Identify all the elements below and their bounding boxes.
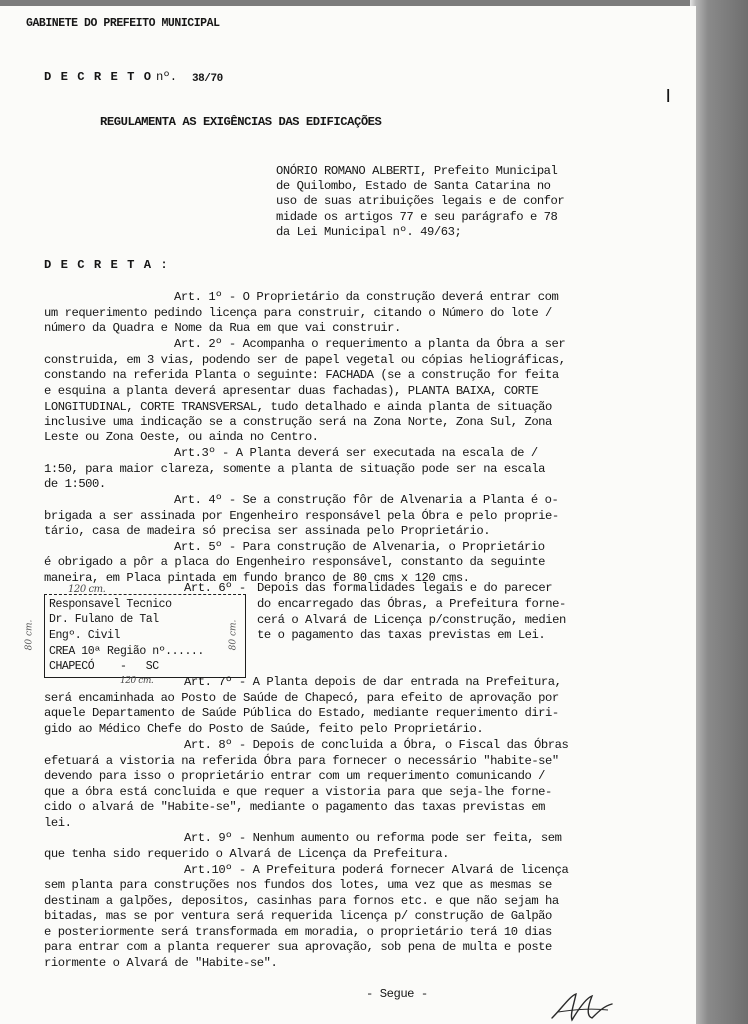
art7-line: será encaminhada ao Posto de Saúde de Chapecó, para efeito de aprovação por bbox=[44, 691, 559, 705]
decree-number: 38/70 bbox=[192, 73, 223, 85]
art1-line: Art. 1º - O Proprietário da construção deverá entrar com bbox=[174, 290, 559, 304]
art8-line: cido o alvará de "Habite-se", mediante o pagamento das taxas previstas em bbox=[44, 800, 546, 814]
decree-subject: REGULAMENTA AS EXIGÊNCIAS DAS EDIFICAÇÕES bbox=[100, 115, 382, 129]
margin-mark: | bbox=[664, 88, 673, 104]
scan-edge-shadow bbox=[690, 0, 748, 1024]
art10-line: bitadas, mas se por ventura será requerida licença p/ construção de Galpão bbox=[44, 909, 552, 923]
art6-line: cerá o Alvará de Licença p/construção, medien bbox=[257, 613, 566, 627]
continued-marker: - Segue - bbox=[366, 987, 428, 1001]
placa-line: Engº. Civil bbox=[49, 629, 120, 642]
art8-line: efetuará a vistoria na referida Óbra para fornecer o necessário "habite-se" bbox=[44, 754, 559, 768]
decree-word: D E C R E T O bbox=[44, 70, 153, 84]
art6-label: Art. 6º - bbox=[184, 581, 246, 595]
art9-line: que tenha sido requerido o Alvará de Licença da Prefeitura. bbox=[44, 847, 449, 861]
art3-line: de 1:500. bbox=[44, 477, 106, 491]
decree-number-label: nº. bbox=[156, 70, 177, 84]
art6-line: do encarregado das Óbras, a Prefeitura forne- bbox=[257, 597, 566, 611]
art2-line: e esquina a planta deverá apresentar duas fachadas), PLANTA BAIXA, CORTE bbox=[44, 384, 539, 398]
art5-line: maneira, em Placa pintada em fundo branco de 80 cms x 120 cms. bbox=[44, 571, 470, 585]
art1-line: um requerimento pedindo licença para construir, citando o Número do lote / bbox=[44, 306, 552, 320]
art10-line: Art.10º - A Prefeitura poderá fornecer Alvará de licença bbox=[184, 863, 569, 877]
placa-height-note-left: 80 cm. bbox=[24, 619, 35, 651]
art9-line: Art. 9º - Nenhum aumento ou reforma pode ser feita, sem bbox=[184, 831, 562, 845]
document-page bbox=[0, 6, 696, 1024]
office-heading: GABINETE DO PREFEITO MUNICIPAL bbox=[26, 17, 220, 30]
preamble-line: de Quilombo, Estado de Santa Catarina no bbox=[276, 179, 551, 193]
art6-line: Depois das formalidades legais e do parecer bbox=[257, 581, 553, 595]
art5-line: Art. 5º - Para construção de Alvenaria, o Proprietário bbox=[174, 540, 545, 554]
art2-line: Art. 2º - Acompanha o requerimento a planta da Óbra a ser bbox=[174, 337, 566, 351]
placa-line: CHAPECÓ - SC bbox=[49, 660, 159, 673]
art8-line: devendo para isso o proprietário entrar com um requerimento comunicando / bbox=[44, 769, 546, 783]
engineer-sign-placard bbox=[44, 594, 246, 678]
art2-line: construida, em 3 vias, podendo ser de papel vegetal ou cópias heliográficas, bbox=[44, 353, 566, 367]
art2-line: LONGITUDINAL, CORTE TRANSVERSAL, tudo detalhado e ainda planta de situação bbox=[44, 400, 552, 414]
signature-mark bbox=[548, 988, 618, 1024]
art7-line: Art. 7º - A Planta depois de dar entrada na Prefeitura, bbox=[184, 675, 562, 689]
art3-line: 1:50, para maior clareza, somente a planta de situação pode ser na escala bbox=[44, 462, 546, 476]
art4-line: Art. 4º - Se a construção fôr de Alvenaria a Planta é o- bbox=[174, 493, 559, 507]
art8-line: lei. bbox=[44, 816, 72, 830]
placa-line: CREA 10ª Região nº...... bbox=[49, 645, 204, 658]
preamble-line: ONÓRIO ROMANO ALBERTI, Prefeito Municipal bbox=[276, 164, 558, 178]
art8-line: Art. 8º - Depois de concluida a Óbra, o Fiscal das Óbras bbox=[184, 738, 569, 752]
placa-height-note-right: 80 cm. bbox=[228, 619, 239, 651]
art10-line: riormente o Alvará de "Habite-se". bbox=[44, 956, 278, 970]
preamble-line: da Lei Municipal nº. 49/63; bbox=[276, 225, 462, 239]
art4-line: tário, casa de madeira só precisa ser assinada pelo Proprietário. bbox=[44, 524, 491, 538]
art6-line: te o pagamento das taxas previstas em Lei. bbox=[257, 628, 546, 642]
art2-line: Leste ou Zona Oeste, ou ainda no Centro. bbox=[44, 430, 319, 444]
placa-width-note: 120 cm. bbox=[68, 584, 106, 595]
art7-line: gido ao Médico Chefe do Posto de Saúde, feito pelo Proprietário. bbox=[44, 722, 484, 736]
art4-line: brigada a ser assinada por Engenheiro responsável pela Óbra e pelo proprie- bbox=[44, 509, 559, 523]
placa-line: Dr. Fulano de Tal bbox=[49, 613, 159, 626]
art3-line: Art.3º - A Planta deverá ser executada na escala de / bbox=[174, 446, 538, 460]
preamble-line: midade os artigos 77 e seu parágrafo e 78 bbox=[276, 210, 558, 224]
placa-line: Responsavel Tecnico bbox=[49, 598, 172, 611]
placa-bottom-note: 120 cm. bbox=[120, 676, 154, 686]
art10-line: destinam a galpões, depositos, casinhas para fornos etc. e que não sejam ha bbox=[44, 894, 559, 908]
art10-line: sem planta para construções nos fundos dos lotes, uma vez que as mesmas se bbox=[44, 878, 552, 892]
art2-line: constando na referida Planta o seguinte: FACHADA (se a construção for feita bbox=[44, 368, 559, 382]
art10-line: e posteriormente será transformada em moradia, o proprietário terá 10 dias bbox=[44, 925, 552, 939]
art8-line: que a óbra está concluida e que requer a vistoria para que seja-lhe forne- bbox=[44, 785, 552, 799]
art5-line: é obrigado a pôr a placa do Engenheiro responsável, constanto da seguinte bbox=[44, 555, 546, 569]
art10-line: para entrar com a planta requerer sua aprovação, sob pena de multa e poste bbox=[44, 940, 552, 954]
art1-line: número da Quadra e Nome da Rua em que vai construir. bbox=[44, 321, 401, 335]
decreta-label: D E C R E T A : bbox=[44, 258, 169, 272]
art2-line: inclusive uma indicação se a construção será na Zona Norte, Zona Sul, Zona bbox=[44, 415, 552, 429]
art7-line: aquele Departamento de Saúde Pública do Estado, mediante requerimento diri- bbox=[44, 706, 559, 720]
preamble-line: uso de suas atribuições legais e de confor bbox=[276, 194, 565, 208]
